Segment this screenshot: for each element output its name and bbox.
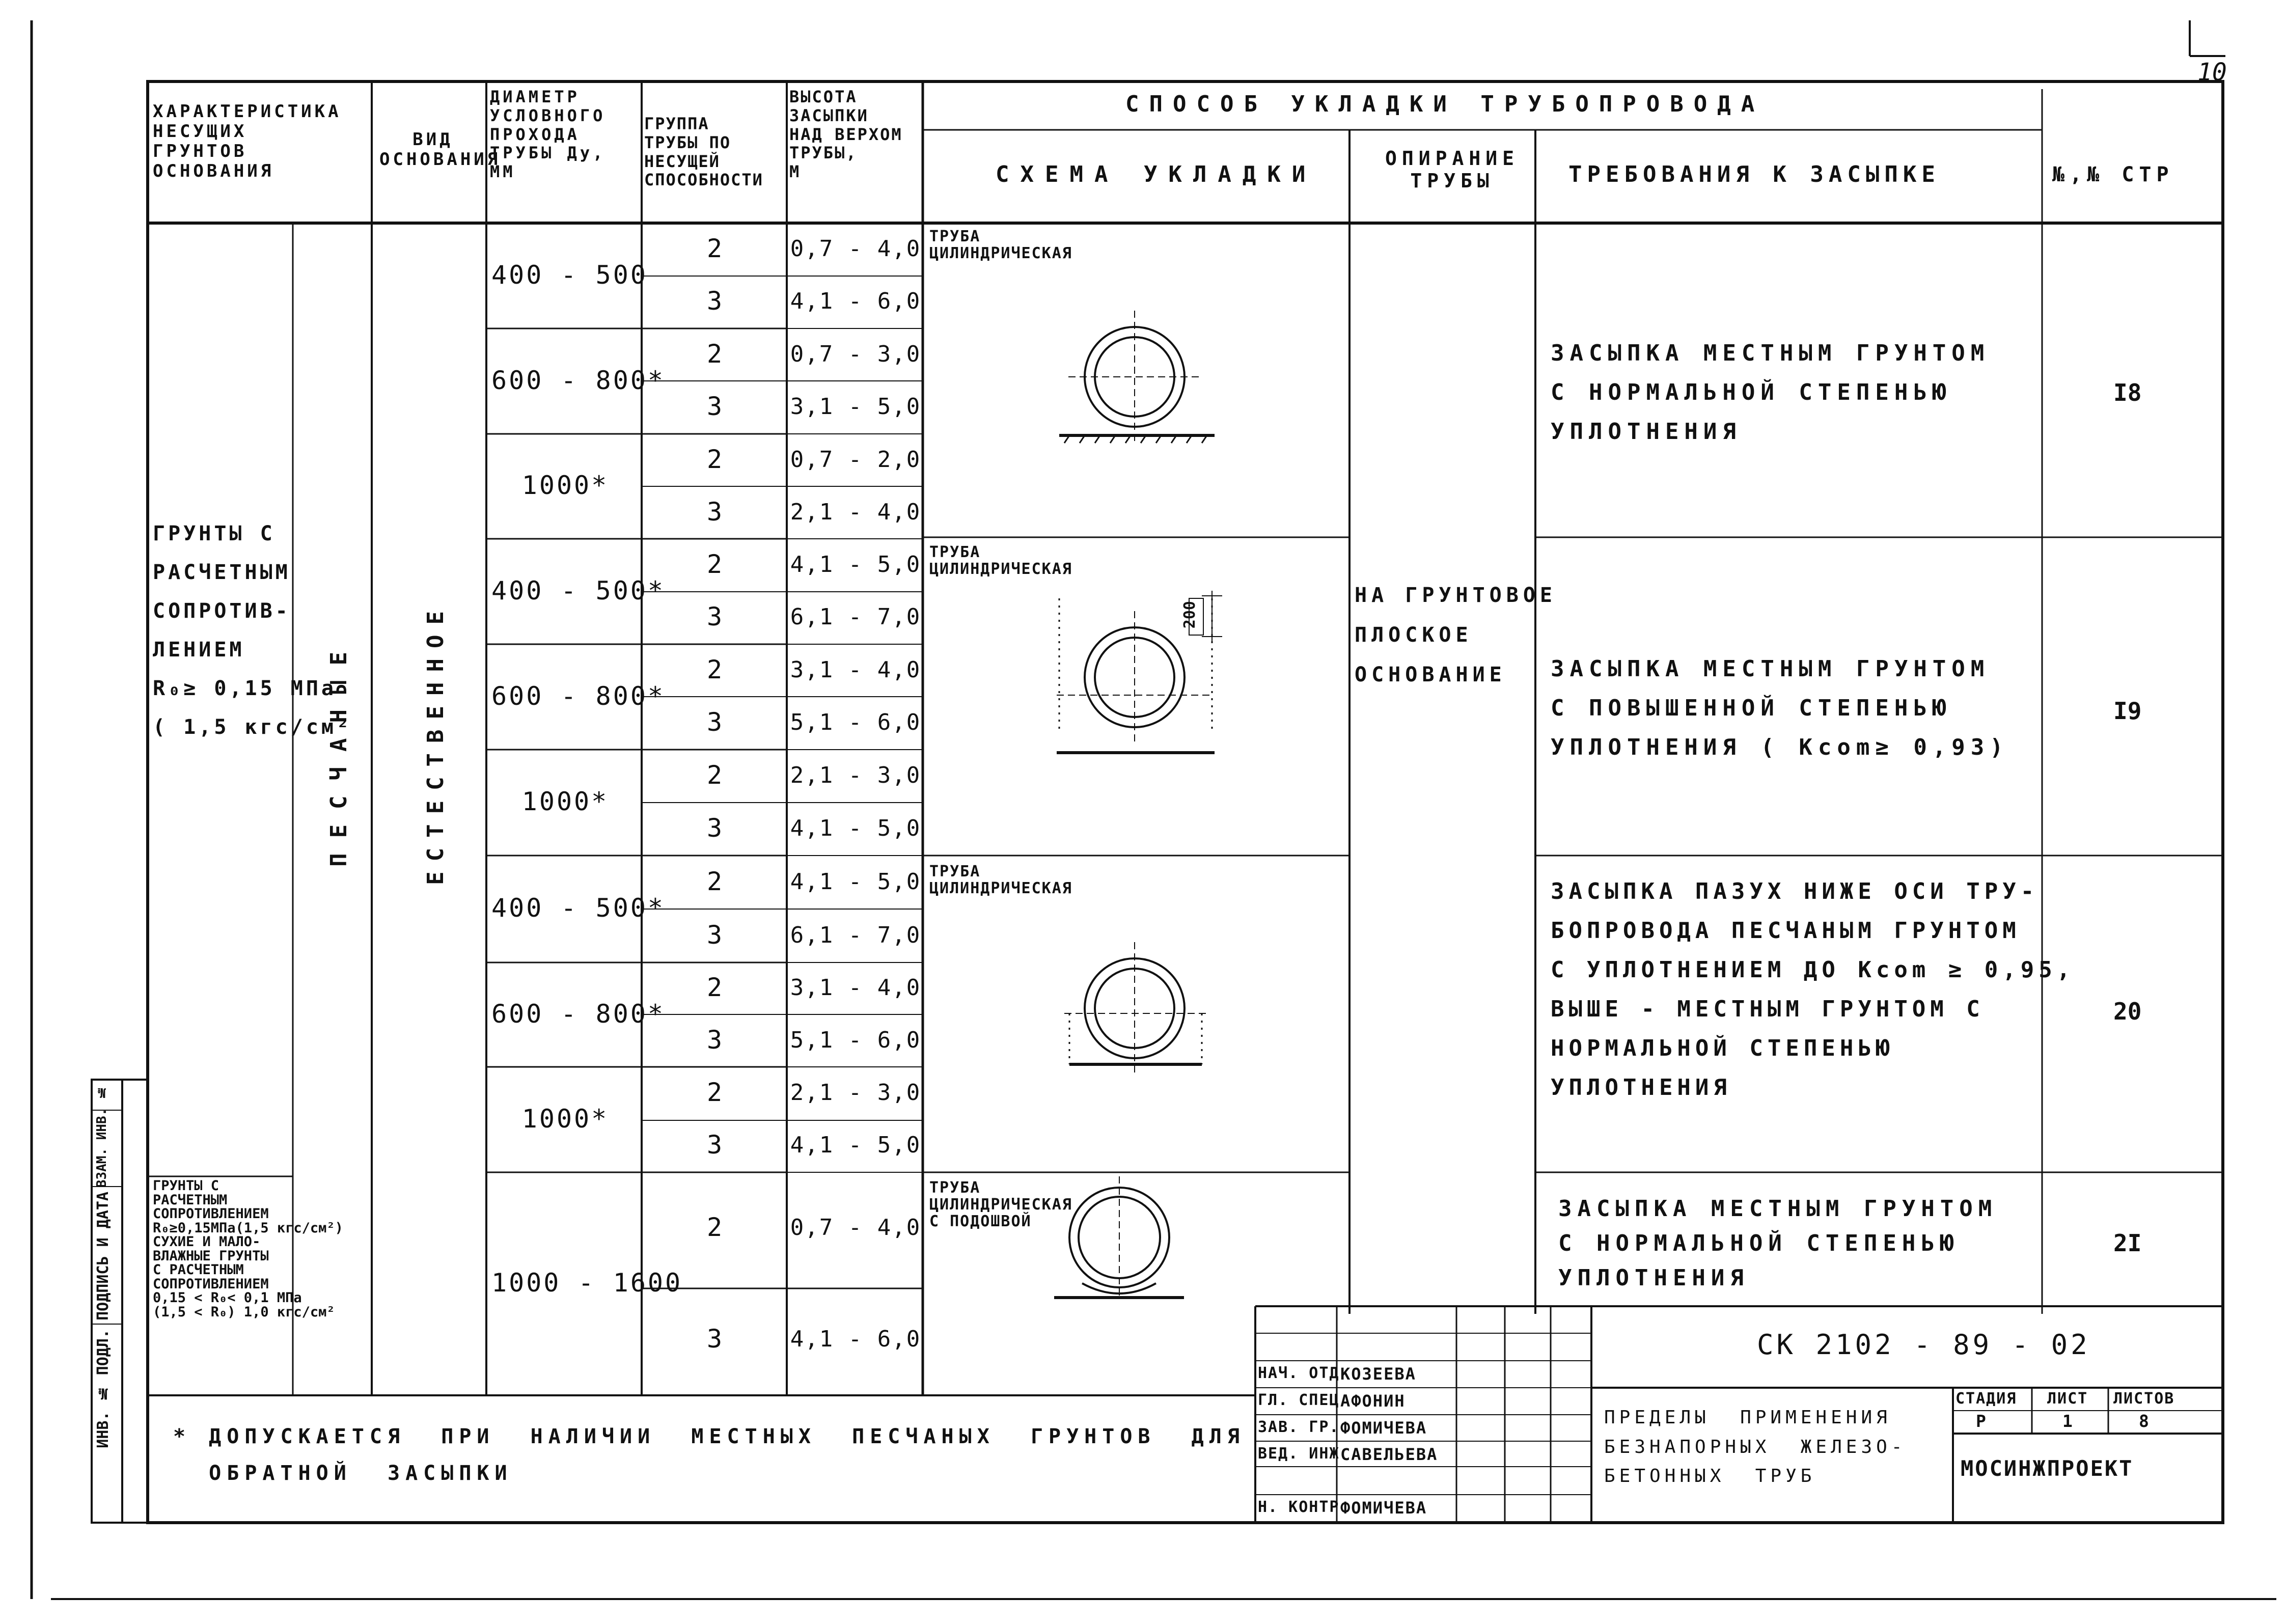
staff-name: АФОНИН xyxy=(1340,1391,1406,1411)
page-ref-4: 2I xyxy=(2113,1229,2142,1257)
group-cell: 2 xyxy=(706,1077,725,1107)
stage-value: Р xyxy=(1976,1411,1987,1431)
requirement-2: ЗАСЫПКА МЕСТНЫМ ГРУНТОМ С ПОВЫШЕННОЙ СТЕПЕНЬЮ УПЛОТНЕНИЯ ( Kcom≥ 0,93) xyxy=(1551,656,2009,760)
group-cell: 2 xyxy=(706,654,725,684)
pipe-scheme-4 xyxy=(1054,1176,1184,1298)
group-cell: 2 xyxy=(706,549,725,579)
height-cell: 4,1 - 6,0 xyxy=(790,1326,921,1352)
group-cell: 3 xyxy=(706,497,725,527)
staff-name: ФОМИЧЕВА xyxy=(1340,1418,1427,1438)
height-cell: 0,7 - 4,0 xyxy=(790,1214,921,1241)
soil-second: ГРУНТЫ С РАСЧЕТНЫМ СОПРОТИВЛЕНИЕМ R₀≥0,15МПа(1,5 кгс/см²) СУХИЕ И МАЛО- ВЛАЖНЫЕ ГРУНТЫ С РАСЧЕТНЫМ СОПРОТИВЛЕНИЕМ 0,15 < R₀< 0,1 МПа (1,5 < R₀) 1,0 кгс/см² xyxy=(153,1178,343,1320)
height-cell: 3,1 - 4,0 xyxy=(790,975,921,1001)
staff-role: НАЧ. ОТД xyxy=(1258,1364,1340,1382)
scheme-label-1: ТРУБА ЦИЛИНДРИЧЕСКАЯ xyxy=(929,228,1072,262)
diameter-cell: 400 - 500 xyxy=(491,260,648,290)
header-method: СПОСОБ УКЛАДКИ ТРУБОПРОВОДА xyxy=(1125,91,1765,117)
pipe-scheme-3 xyxy=(1064,942,1207,1075)
page-ref-2: I9 xyxy=(2113,697,2142,725)
group-cell: 3 xyxy=(706,602,725,632)
scheme-label-2: ТРУБА ЦИЛИНДРИЧЕСКАЯ xyxy=(929,543,1072,578)
header-scheme: СХЕМА УКЛАДКИ xyxy=(996,161,1317,187)
pipe-scheme-1 xyxy=(1059,311,1215,443)
diameter-cell: 400 - 500* xyxy=(491,575,666,605)
group-cell: 2 xyxy=(706,973,725,1003)
sheet-label: ЛИСТ xyxy=(2047,1390,2088,1408)
sheets-value: 8 xyxy=(2139,1411,2150,1431)
diameter-cell: 600 - 800* xyxy=(491,681,666,711)
group-cell: 2 xyxy=(706,1212,725,1242)
group-cell: 3 xyxy=(706,1130,725,1160)
page-ref-3: 20 xyxy=(2113,998,2142,1025)
group-cell: 3 xyxy=(706,286,725,316)
stage-label: СТАДИЯ xyxy=(1956,1390,2017,1408)
staff-role: Н. КОНТР xyxy=(1258,1498,1340,1516)
organization: МОСИНЖПРОЕКТ xyxy=(1961,1456,2134,1481)
document-code: СК 2102 - 89 - 02 xyxy=(1757,1329,2090,1361)
requirement-3: ЗАСЫПКА ПАЗУХ НИЖЕ ОСИ ТРУ- БОПРОВОДА ПЕСЧАНЫМ ГРУНТОМ С УПЛОТНЕНИЕМ ДО Kcom ≥ 0,95, ВЫШЕ - МЕСТНЫМ ГРУНТОМ С НОРМАЛЬНОЙ СТЕПЕНЬЮ УПЛОТНЕНИЯ xyxy=(1551,878,2075,1100)
header-soil: ХАРАКТЕРИСТИКА НЕСУЩИХ ГРУНТОВ ОСНОВАНИЯ xyxy=(153,101,342,182)
height-cell: 3,1 - 4,0 xyxy=(790,656,921,683)
group-cell: 2 xyxy=(706,339,725,369)
height-cell: 6,1 - 7,0 xyxy=(790,604,921,630)
group-cell: 3 xyxy=(706,1324,725,1354)
side-stamp-inv: ИНВ. № ПОДЛ. xyxy=(94,1329,112,1448)
staff-role: ВЕД. ИНЖ xyxy=(1258,1445,1340,1463)
side-stamp-sign: ПОДПИСЬ И ДАТА xyxy=(94,1192,112,1320)
height-cell: 0,7 - 4,0 xyxy=(790,235,921,262)
header-pages: №,№ СТР xyxy=(2052,163,2174,186)
group-cell: 2 xyxy=(706,760,725,790)
staff-name: САВЕЛЬЕВА xyxy=(1340,1445,1438,1464)
height-cell: 0,7 - 3,0 xyxy=(790,341,921,367)
soil-main: ГРУНТЫ С РАСЧЕТНЫМ СОПРОТИВ- ЛЕНИЕМ R₀≥ 0,15 МПа ( 1,5 кгс/см² xyxy=(153,522,352,739)
requirement-1: ЗАСЫПКА МЕСТНЫМ ГРУНТОМ С НОРМАЛЬНОЙ СТЕПЕНЬЮ УПЛОТНЕНИЯ xyxy=(1551,340,1990,445)
height-cell: 5,1 - 6,0 xyxy=(790,1027,921,1053)
staff-role: ЗАВ. ГР. xyxy=(1258,1418,1340,1436)
header-support: ОПИРАНИЕ ТРУБЫ xyxy=(1385,147,1520,192)
staff-role: ГЛ. СПЕЦ xyxy=(1258,1391,1340,1409)
footnote: * ДОПУСКАЕТСЯ ПРИ НАЛИЧИИ МЕСТНЫХ ПЕСЧАНЫХ ГРУНТОВ ДЛЯ ОБРАТНОЙ ЗАСЫПКИ xyxy=(173,1425,1245,1485)
height-cell: 6,1 - 7,0 xyxy=(790,922,921,948)
base-natural-vertical: ЕСТЕСТВЕННОЕ xyxy=(423,601,449,885)
side-stamp-replace: ВЗАМ. ИНВ. № xyxy=(94,1085,109,1188)
height-cell: 2,1 - 4,0 xyxy=(790,499,921,525)
height-cell: 2,1 - 3,0 xyxy=(790,1079,921,1106)
group-cell: 2 xyxy=(706,444,725,474)
group-cell: 3 xyxy=(706,1025,725,1055)
header-requirements: ТРЕБОВАНИЯ К ЗАСЫПКЕ xyxy=(1568,161,1940,187)
height-cell: 4,1 - 6,0 xyxy=(790,288,921,315)
group-cell: 3 xyxy=(706,392,725,422)
scheme-label-3: ТРУБА ЦИЛИНДРИЧЕСКАЯ xyxy=(929,863,1072,897)
diameter-cell: 400 - 500* xyxy=(491,893,666,923)
diameter-cell: 1000* xyxy=(521,787,609,816)
height-cell: 4,1 - 5,0 xyxy=(790,815,921,841)
height-cell: 5,1 - 6,0 xyxy=(790,709,921,736)
diameter-cell: 1000 - 1600 xyxy=(491,1268,683,1298)
height-cell: 2,1 - 3,0 xyxy=(790,762,921,788)
diameter-cell: 600 - 800* xyxy=(491,365,666,395)
height-cell: 4,1 - 5,0 xyxy=(790,551,921,577)
height-cell: 0,7 - 2,0 xyxy=(790,446,921,473)
group-cell: 3 xyxy=(706,813,725,843)
header-height: ВЫСОТА ЗАСЫПКИ НАД ВЕРХОМ ТРУБЫ, М xyxy=(789,87,903,182)
requirement-4: ЗАСЫПКА МЕСТНЫМ ГРУНТОМ С НОРМАЛЬНОЙ СТЕПЕНЬЮ УПЛОТНЕНИЯ xyxy=(1558,1196,1998,1291)
sheet-value: 1 xyxy=(2062,1411,2074,1431)
base-type-vertical: ПЕСЧАНЫЕ xyxy=(326,637,352,867)
document-title: ПРЕДЕЛЫ ПРИМЕНЕНИЯ БЕЗНАПОРНЫХ ЖЕЛЕЗО- БЕТОННЫХ ТРУБ xyxy=(1604,1407,1907,1487)
scheme-label-4: ТРУБА ЦИЛИНДРИЧЕСКАЯ С ПОДОШВОЙ xyxy=(929,1179,1072,1230)
group-cell: 2 xyxy=(706,866,725,896)
height-cell: 4,1 - 5,0 xyxy=(790,1132,921,1159)
staff-name: ФОМИЧЕВА xyxy=(1340,1498,1427,1518)
sheets-label: ЛИСТОВ xyxy=(2113,1390,2175,1408)
header-base-type: ВИД ОСНОВАНИЯ xyxy=(379,129,501,170)
height-cell: 3,1 - 5,0 xyxy=(790,394,921,420)
header-diameter: ДИАМЕТР УСЛОВНОГО ПРОХОДА ТРУБЫ Ду, ММ xyxy=(490,87,606,182)
page-number: 10 xyxy=(2197,58,2227,87)
support-text: НА ГРУНТОВОЕ ПЛОСКОЕ ОСНОВАНИЕ xyxy=(1355,584,1557,686)
group-cell: 3 xyxy=(706,920,725,950)
header-group: ГРУППА ТРУБЫ ПО НЕСУЩЕЙ СПОСОБНОСТИ xyxy=(644,114,763,190)
diameter-cell: 600 - 800* xyxy=(491,999,666,1029)
scheme-dimension: 200 xyxy=(1181,601,1199,629)
diameter-cell: 1000* xyxy=(521,471,609,500)
diameter-cell: 1000* xyxy=(521,1104,609,1134)
group-cell: 3 xyxy=(706,707,725,737)
page-ref-1: I8 xyxy=(2113,379,2142,406)
staff-name: КОЗЕЕВА xyxy=(1340,1364,1416,1384)
group-cell: 2 xyxy=(706,233,725,263)
height-cell: 4,1 - 5,0 xyxy=(790,868,921,895)
